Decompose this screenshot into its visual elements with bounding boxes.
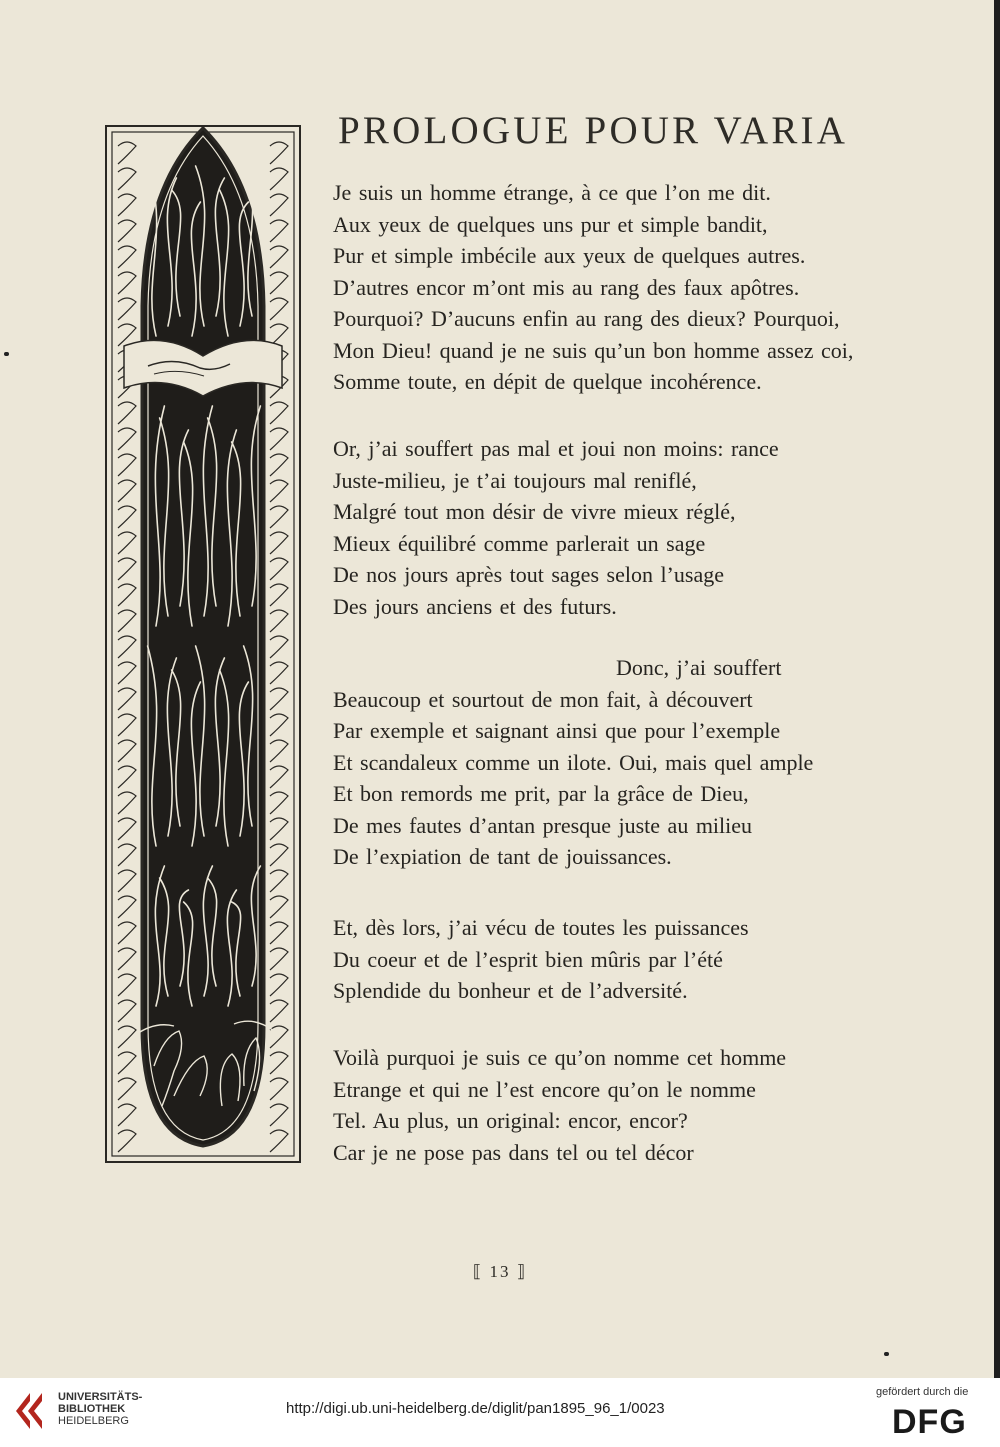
border-scroll [118, 766, 136, 788]
border-scroll [270, 948, 288, 970]
poem-line: De mes fautes d’antan presque juste au milieu [333, 812, 753, 838]
poem-line: Splendide du bonheur et de l’adversité. [333, 978, 688, 1003]
border-scroll [118, 1000, 136, 1022]
border-scroll [118, 844, 136, 866]
border-scroll [118, 1078, 136, 1100]
border-scroll [270, 792, 288, 814]
poem-line: Du coeur et de l’esprit bien mûris par l’été [333, 946, 723, 972]
border-scroll [270, 246, 288, 268]
poem-line: Des jours anciens et des futurs. [333, 593, 617, 619]
border-scroll [270, 454, 288, 476]
border-scroll [270, 584, 288, 606]
border-scroll [270, 688, 288, 710]
border-scroll [270, 220, 288, 242]
border-scroll [118, 740, 136, 762]
border-scroll [118, 1130, 136, 1152]
border-scroll [270, 922, 288, 944]
border-scroll [118, 714, 136, 736]
border-scroll [270, 870, 288, 892]
poem-line: Et scandaleux comme un ilote. Oui, mais quel ample [333, 749, 814, 775]
border-scroll [118, 610, 136, 632]
poem-line: Or, j’ai souffert pas mal et joui non moins: rance [333, 436, 779, 461]
border-scroll [270, 532, 288, 554]
border-scroll [270, 194, 288, 216]
border-scroll [118, 896, 136, 918]
border-scroll [118, 532, 136, 554]
border-scroll [118, 636, 136, 658]
border-scroll [270, 298, 288, 320]
page-number: ⟦ 13 ⟧ [472, 1262, 528, 1281]
border-scroll [270, 818, 288, 840]
border-scroll [270, 662, 288, 684]
border-scroll [118, 272, 136, 294]
poem-line: Etrange et qui ne l’est encore qu’on le nomme [333, 1076, 756, 1102]
border-scroll [118, 818, 136, 840]
poem-line: Mieux équilibré comme parlerait un sage [333, 530, 706, 556]
border-scroll [270, 272, 288, 294]
border-scroll [270, 974, 288, 996]
border-scroll [270, 506, 288, 528]
stanza [333, 652, 893, 873]
ub-heidelberg-logo-icon [12, 1389, 52, 1433]
poem-line: Je suis un homme étrange, à ce que l’on me dit. [333, 180, 771, 205]
border-scroll [118, 298, 136, 320]
stanza [333, 912, 893, 1007]
poem-line: Voilà purquoi je suis ce qu’on nomme cet homme [333, 1045, 787, 1070]
border-scroll [118, 142, 136, 164]
border-scroll [118, 688, 136, 710]
stanza [333, 433, 893, 622]
poem-line: Par exemple et saignant ainsi que pour l’exemple [333, 718, 781, 743]
library-name: UNIVERSITÄTS- BIBLIOTHEK HEIDELBERG [58, 1391, 143, 1427]
poem-line: De nos jours après tout sages selon l’usage [333, 562, 724, 587]
border-scroll [270, 1052, 288, 1074]
border-scroll [270, 636, 288, 658]
border-scroll [118, 246, 136, 268]
digitization-footer [0, 1378, 1000, 1447]
border-scroll [118, 454, 136, 476]
poem-line: Beaucoup et sourtout de mon fait, à découvert [333, 686, 753, 712]
funding-note: gefördert durch die [876, 1386, 969, 1398]
poem-line: Pur et simple imbécile aux yeux de quelques autres. [333, 243, 806, 268]
border-scroll [118, 1104, 136, 1126]
border-scroll [118, 974, 136, 996]
stanza [333, 1042, 893, 1168]
border-scroll [270, 766, 288, 788]
border-scroll [270, 896, 288, 918]
border-scroll [270, 1078, 288, 1100]
poem-line: Car je ne pose pas dans tel ou tel décor [333, 1139, 694, 1165]
scan-speck [4, 352, 9, 356]
border-scroll [118, 922, 136, 944]
border-scroll [118, 1026, 136, 1048]
border-scroll [118, 948, 136, 970]
border-scroll [118, 792, 136, 814]
border-scroll [270, 1104, 288, 1126]
border-scroll [270, 168, 288, 190]
border-scroll [270, 740, 288, 762]
scan-edge [994, 0, 1000, 1378]
permalink[interactable]: http://digi.ub.uni-heidelberg.de/diglit/pan1895_96_1/0023 [286, 1400, 665, 1417]
border-scroll [118, 428, 136, 450]
poem-line: Mon Dieu! quand je ne suis qu’un bon homme assez coi, [333, 337, 854, 363]
poem-line: Aux yeux de quelques uns pur et simple bandit, [333, 211, 768, 237]
border-scroll [118, 480, 136, 502]
stanza [333, 177, 893, 398]
border-scroll [270, 142, 288, 164]
border-scroll [118, 194, 136, 216]
poem-line: D’autres encor m’ont mis au rang des faux apôtres. [333, 274, 800, 300]
poem-line: De l’expiation de tant de jouissances. [333, 844, 672, 869]
border-scroll [118, 506, 136, 528]
poem-line: Donc, j’ai souffert [616, 655, 782, 680]
border-scroll [270, 402, 288, 424]
border-scroll [270, 714, 288, 736]
poem-line: Pourquoi? D’aucuns enfin au rang des dieux? Pourquoi, [333, 306, 840, 331]
scan-speck [884, 1352, 889, 1356]
border-scroll [270, 558, 288, 580]
poem-line: Somme toute, en dépit de quelque incohérence. [333, 369, 762, 394]
border-scroll [118, 402, 136, 424]
border-scroll [118, 1052, 136, 1074]
border-scroll [118, 870, 136, 892]
border-scroll [118, 584, 136, 606]
ornamental-flame-border [104, 106, 302, 1164]
border-scroll [270, 1130, 288, 1152]
border-scroll [118, 662, 136, 684]
poem-line: Malgré tout mon désir de vivre mieux réglé, [333, 499, 736, 524]
border-scroll [270, 1000, 288, 1022]
dfg-logo: DFG [892, 1403, 967, 1441]
poem-line: Et bon remords me prit, par la grâce de Dieu, [333, 781, 749, 806]
poem-line: Tel. Au plus, un original: encor, encor? [333, 1108, 688, 1133]
border-scroll [118, 220, 136, 242]
border-scroll [118, 558, 136, 580]
poem-title: PROLOGUE POUR VARIA [338, 109, 849, 152]
border-scroll [118, 168, 136, 190]
border-scroll [270, 844, 288, 866]
border-scroll [270, 610, 288, 632]
poem-line: Juste-milieu, je t’ai toujours mal reniflé, [333, 467, 697, 493]
border-scroll [270, 480, 288, 502]
border-scroll [270, 428, 288, 450]
poem-line: Et, dès lors, j’ai vécu de toutes les puissances [333, 915, 749, 940]
